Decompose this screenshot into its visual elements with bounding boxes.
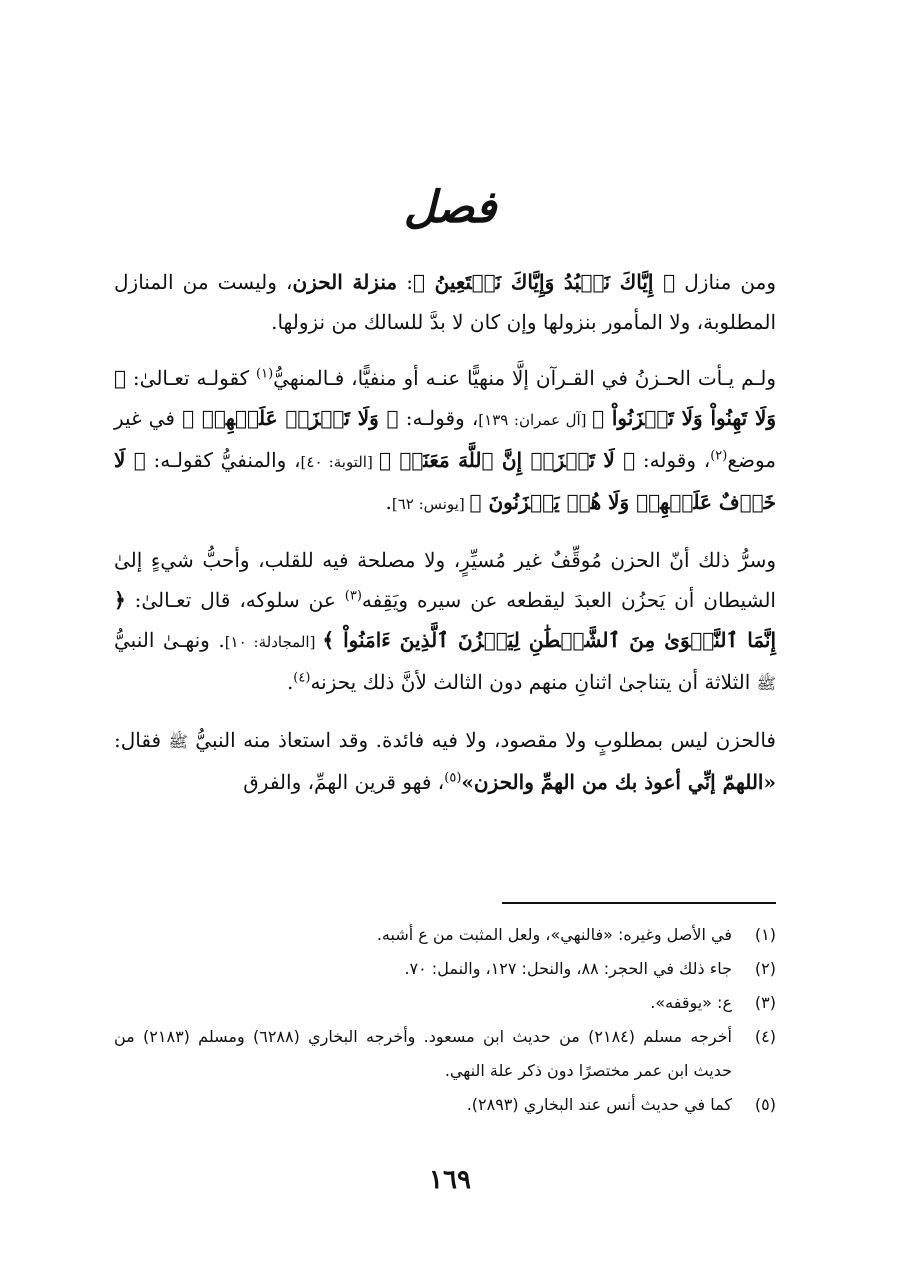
footnote-number: (٥) [754,1095,776,1114]
bold-phrase: منزلة الحزن [292,270,398,294]
footnote-marker: (٢) [710,448,728,464]
footnote-marker: (١) [256,366,274,382]
text-run: فقال: [114,728,169,752]
text-run: الثلاثة أن يتناجىٰ اثنانِ منهم دون الثالث لأنَّ ذلك يحزنه [310,670,757,694]
footnote-text: كما في حديث أنس عند البخاري (٢٨٩٣). [466,1095,732,1114]
quran-verse: ﴿ وَلَا تَحۡزَنۡ عَلَيۡهِمۡ ﴾ [182,406,399,430]
quran-verse: ﴿ لَا خَوۡفٌ عَلَيۡهِمۡ وَلَا هُمۡ يَحۡزَنُونَ ﴾ [114,448,776,514]
footnote-marker: (٤) [293,670,311,686]
verse-reference: [آل عمران: ١٣٩] [478,411,593,429]
section-heading: فصل [403,182,497,233]
paragraph-3 [114,540,776,704]
footnote-text: في الأصل وغيره: «فالنهي»، ولعل المثبت من ع أشبه. [376,925,732,944]
footnote-item [114,1020,776,1088]
text-run: ولـم يـأت الحـزنُ في القـرآن إلَّا منهيًّا عنـه أو منفيًّا، فـالمنهيُّ [273,366,776,390]
main-text [114,262,776,818]
text-run: كقولـه تعـالىٰ: [126,366,257,390]
salutation-glyph: ﷺ [168,732,188,751]
text-run: ، وقولـه: [398,406,479,430]
footnote-number: (٣) [754,993,776,1012]
footnote-divider [502,902,776,904]
paragraph-1 [114,262,776,342]
footnote-text: جاء ذلك في الحجر: ٨٨، والنحل: ١٢٧، والنمل: ٧٠. [404,959,732,978]
footnote-item [114,952,776,986]
verse-reference: [المجادلة: ١٠] [224,633,323,651]
text-run: فالحزن ليس بمطلوبٍ ولا مقصود، ولا فيه فائدة. وقد استعاذ منه النبيُّ [187,728,776,752]
footnote-number: (٤) [754,1027,776,1046]
footnote-text: ع: «يوقفه». [650,993,732,1012]
verse-reference: [التوبة: ٤٠] [300,453,379,471]
paragraph-4 [114,720,776,802]
footnotes [114,918,776,1122]
quran-verse: ﴿ إِنَّمَا ٱلنَّجۡوَىٰ مِنَ ٱلشَّيۡطَٰنِ لِيَحۡزُنَ ٱلَّذِينَ ءَامَنُواْ ﴾ [114,588,777,652]
footnote-number: (١) [754,925,776,944]
footnote-number: (٢) [754,959,776,978]
text-run: . ونهـىٰ النبيُّ [114,628,225,652]
text-run: : [397,270,413,294]
salutation-glyph: ﷺ [756,674,776,693]
text-run: ومن منازل [675,270,776,294]
footnote-marker: (٥) [444,770,462,786]
text-run: ، فهو قرين الهمِّ، والفرق [243,770,445,794]
text-run: . [385,490,392,514]
text-run: عن سلوكه، قال تعـالىٰ: [125,588,345,612]
quran-verse: ﴿ إِيَّاكَ نَعۡبُدُ وَإِيَّاكَ نَسۡتَعِينُ ﴾ [412,270,676,294]
text-run: ، وليست من المنازل المطلوبة، ولا المأمور بنزولها وإن كان لا بدَّ للسالك من نزولها. [114,270,776,334]
verse-reference: [يونس: ٦٢] [391,495,470,513]
text-run: ، وقوله: [635,448,711,472]
quran-verse: ﴿ لَا تَحۡزَنۡ إِنَّ ٱللَّهَ مَعَنَاۖ ﴾ [378,448,636,472]
paragraph-2 [114,358,776,524]
page-number: ١٦٩ [429,1165,471,1195]
text-run: وسرُّ ذلك أنّ الحزن مُوقِّفٌ غير مُسيِّرٍ، ولا مصلحة فيه للقلب، وأحبُّ شيءٍ إلىٰ الشيطان أن يَحزُن العبدَ ليقطعه عن سيره ويَقِفه [114,548,776,612]
hadith-quote: «اللهمّ إنِّي أعوذ بك من الهمِّ والحزن» [461,770,776,794]
footnote-item [114,986,776,1020]
footnote-item [114,918,776,952]
text-run: ، والمنفيُّ كقولـه: [145,448,301,472]
footnote-marker: (٣) [344,588,362,604]
footnote-text: أخرجه مسلم (٢١٨٤) من حديث ابن مسعود. وأخرجه البخاري (٦٢٨٨) ومسلم (٢١٨٣) من حديث ابن عمر مختصرًا دون ذكر علة النهي. [114,1027,733,1080]
text-run: في غير موضع [114,406,777,472]
footnote-item [114,1088,776,1122]
text-run: . [286,670,294,694]
quran-verse: ﴿ وَلَا تَهِنُواْ وَلَا تَحۡزَنُواْ ﴾ [114,366,777,430]
